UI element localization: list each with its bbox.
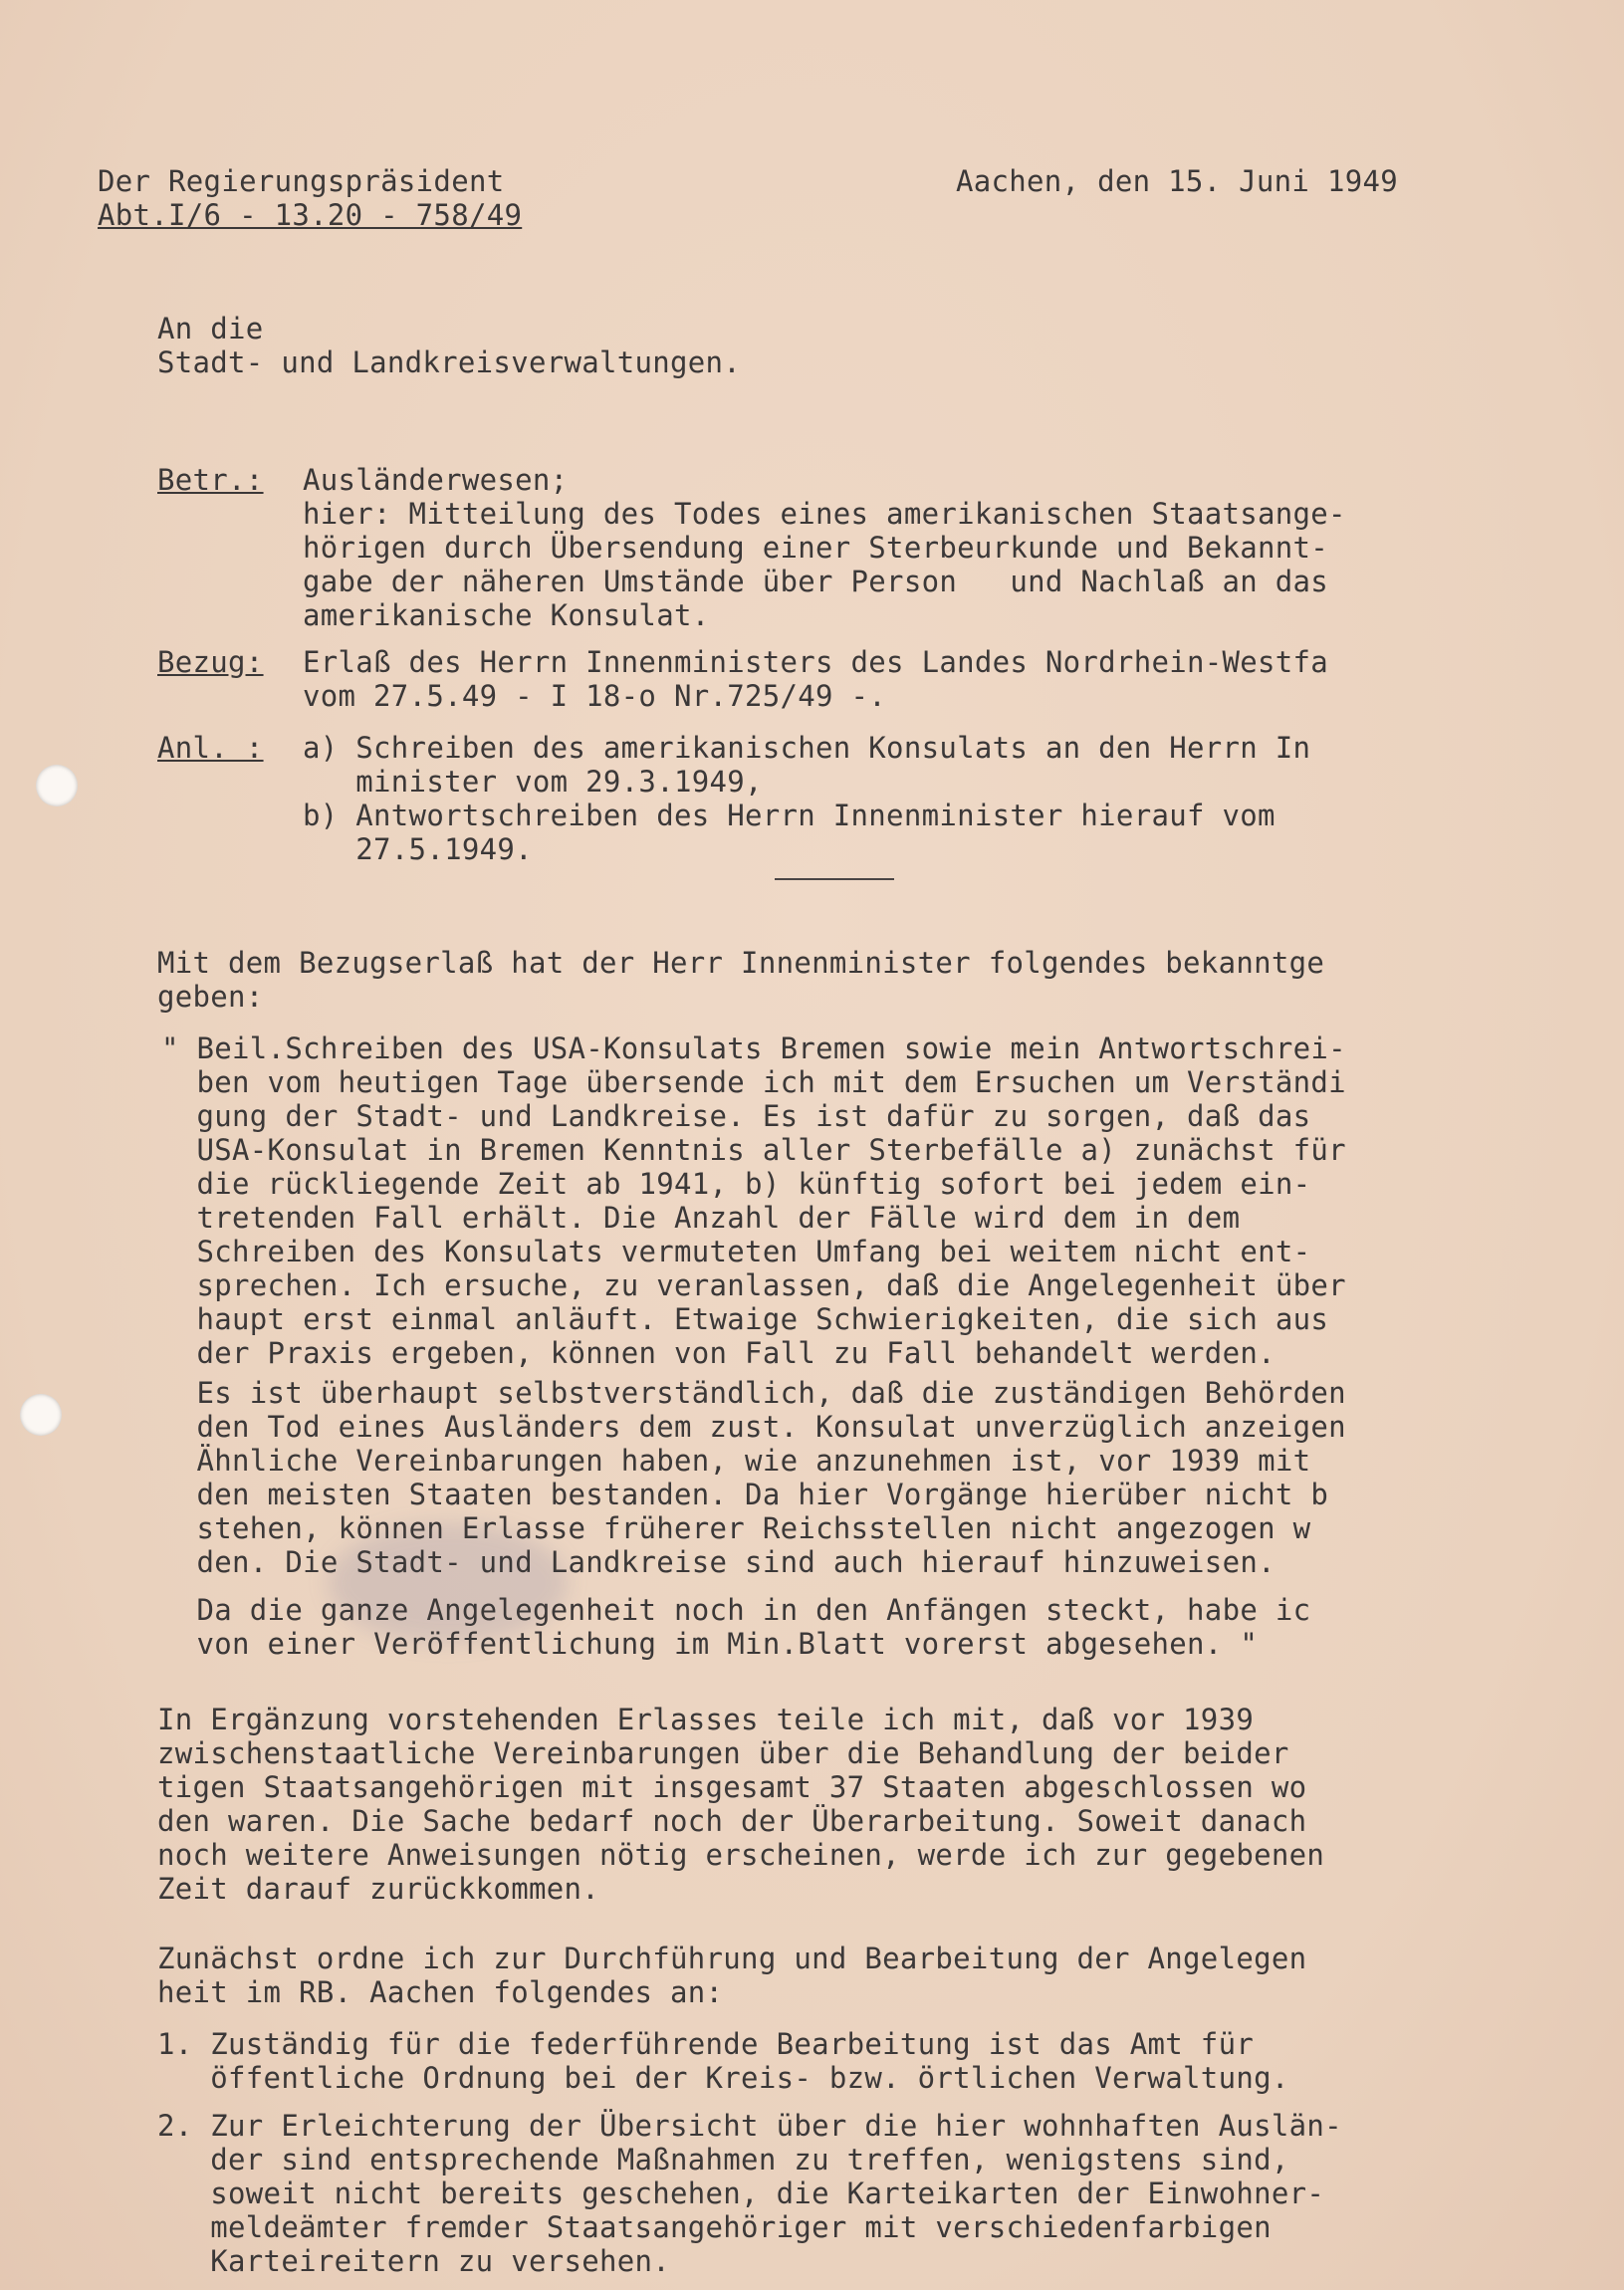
reference-label: Bezug: (157, 645, 264, 679)
subject-label: Betr.: (157, 463, 264, 497)
quote-line: USA-Konsulat in Bremen Kenntnis aller Sterbefälle a) zunächst für (161, 1133, 1346, 1167)
punch-hole-top (36, 765, 78, 806)
list-item-2: 2. Zur Erleichterung der Übersicht über die hier wohnhaften Auslän- (157, 2109, 1342, 2143)
supplement-line: tigen Staatsangehörigen mit insgesamt 37 Staaten abgeschlossen wo (157, 1770, 1307, 1804)
quote-line: Da die ganze Angelegenheit noch in den Anfängen steckt, habe ic (161, 1593, 1311, 1627)
subject-line: amerikanische Konsulat. (303, 598, 710, 632)
subject-line: Ausländerwesen; (303, 463, 569, 497)
quote-line: sprechen. Ich ersuche, zu veranlassen, daß die Angelegenheit über (161, 1268, 1346, 1302)
quote-line: ben vom heutigen Tage übersende ich mit dem Ersuchen um Verständi (161, 1065, 1346, 1099)
supplement-line: noch weitere Anweisungen nötig erscheinen, werde ich zur gegebenen (157, 1838, 1325, 1872)
separator-rule (775, 878, 894, 880)
list-item-2: Karteireitern zu versehen. (157, 2244, 671, 2278)
supplement-line: den waren. Die Sache bedarf noch der Überarbeitung. Soweit danach (157, 1804, 1307, 1838)
list-item-2: der sind entsprechende Maßnahmen zu treffen, wenigstens sind, (157, 2143, 1289, 2176)
subject-line: hier: Mitteilung des Todes eines amerikanischen Staatsange- (303, 497, 1346, 531)
sender-title: Der Regierungspräsident (98, 164, 505, 198)
attachments-label: Anl. : (157, 731, 264, 765)
reference-line: Erlaß des Herrn Innenministers des Landes Nordrhein-Westfa (303, 645, 1329, 679)
order-intro-line: Zunächst ordne ich zur Durchführung und Bearbeitung der Angelegen (157, 1942, 1307, 1975)
attachment-line: b) Antwortschreiben des Herrn Innenminister hierauf vom (303, 799, 1276, 832)
quote-line: " Beil.Schreiben des USA-Konsulats Bremen sowie mein Antwortschrei- (161, 1031, 1346, 1065)
list-item-1: öffentliche Ordnung bei der Kreis- bzw. örtlichen Verwaltung. (157, 2061, 1289, 2095)
punch-hole-bottom (20, 1394, 62, 1436)
intro-line: Mit dem Bezugserlaß hat der Herr Innenminister folgendes bekanntge (157, 946, 1325, 980)
file-reference: Abt.I/6 - 13.20 - 758/49 (98, 198, 523, 232)
quote-line: von einer Veröffentlichung im Min.Blatt vorerst abgesehen. " (161, 1627, 1259, 1661)
recipient-line-2: Stadt- und Landkreisverwaltungen. (157, 345, 742, 379)
order-intro-line: heit im RB. Aachen folgendes an: (157, 1975, 724, 2009)
quote-line: der Praxis ergeben, können von Fall zu Fall behandelt werden. (161, 1336, 1276, 1370)
quote-line: die rückliegende Zeit ab 1941, b) künftig sofort bei jedem ein- (161, 1167, 1311, 1201)
list-item-1: 1. Zuständig für die federführende Bearbeitung ist das Amt für (157, 2027, 1255, 2061)
supplement-line: In Ergänzung vorstehenden Erlasses teile ich mit, daß vor 1939 (157, 1703, 1255, 1736)
quote-line: Schreiben des Konsulats vermuteten Umfang bei weitem nicht ent- (161, 1235, 1311, 1268)
list-item-2: soweit nicht bereits geschehen, die Karteikarten der Einwohner- (157, 2176, 1325, 2210)
quote-line: den Tod eines Ausländers dem zust. Konsulat unverzüglich anzeigen (161, 1410, 1346, 1444)
quote-line: Es ist überhaupt selbstverständlich, daß die zuständigen Behörden (161, 1376, 1346, 1410)
place-date: Aachen, den 15. Juni 1949 (956, 164, 1398, 198)
intro-line: geben: (157, 980, 264, 1014)
subject-line: hörigen durch Übersendung einer Sterbeurkunde und Bekannt- (303, 531, 1329, 565)
attachment-line: a) Schreiben des amerikanischen Konsulats an den Herrn In (303, 731, 1311, 765)
supplement-line: Zeit darauf zurückkommen. (157, 1872, 599, 1906)
supplement-line: zwischenstaatliche Vereinbarungen über die Behandlung der beider (157, 1736, 1289, 1770)
quote-line: den meisten Staaten bestanden. Da hier Vorgänge hierüber nicht b (161, 1478, 1329, 1511)
attachment-line: 27.5.1949. (303, 832, 533, 866)
attachment-line: minister vom 29.3.1949, (303, 765, 763, 799)
list-item-2: meldeämter fremder Staatsangehöriger mit verschiedenfarbigen (157, 2210, 1272, 2244)
quote-line: Ähnliche Vereinbarungen haben, wie anzunehmen ist, vor 1939 mit (161, 1444, 1311, 1478)
recipient-line-1: An die (157, 312, 264, 345)
quote-line: tretenden Fall erhält. Die Anzahl der Fälle wird dem in dem (161, 1201, 1241, 1235)
reference-line: vom 27.5.49 - I 18-o Nr.725/49 -. (303, 679, 887, 713)
quote-line: gung der Stadt- und Landkreise. Es ist dafür zu sorgen, daß das (161, 1099, 1311, 1133)
quote-line: haupt erst einmal anläuft. Etwaige Schwierigkeiten, die sich aus (161, 1302, 1329, 1336)
quote-line: stehen, können Erlasse früherer Reichsstellen nicht angezogen w (161, 1511, 1311, 1545)
subject-line: gabe der näheren Umstände über Person und Nachlaß an das (303, 565, 1329, 598)
quote-line: den. Die Stadt- und Landkreise sind auch hierauf hinzuweisen. (161, 1545, 1276, 1579)
